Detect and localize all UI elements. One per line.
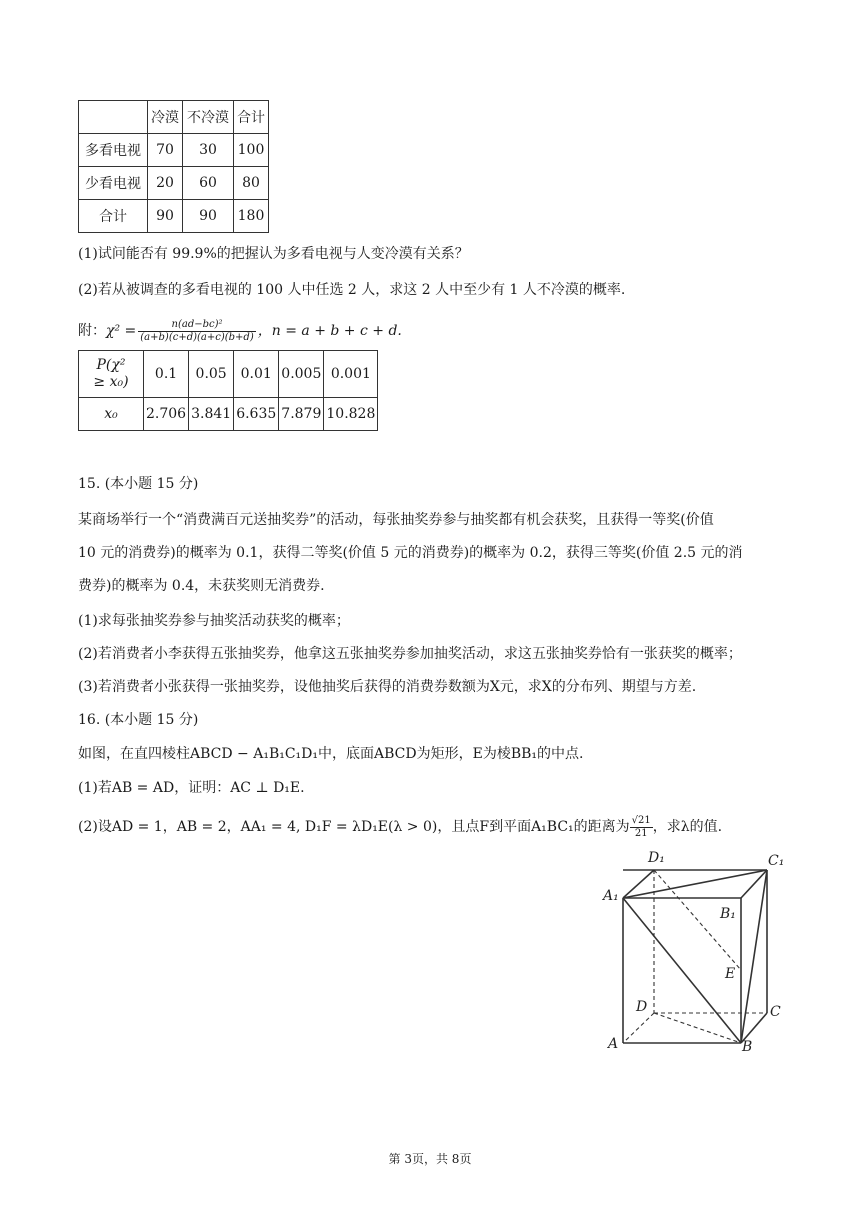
q16-part2-text: (2)设AD = 1，AB = 2，AA₁ = 4, D₁F = λD₁E(λ > 0)，且点F到平面A₁BC₁的距离为 bbox=[78, 819, 630, 835]
table-cell: 0.01 bbox=[234, 351, 279, 398]
table-header-cell: x₀ bbox=[79, 398, 144, 431]
formula-numerator: n(ad−bc)² bbox=[138, 319, 255, 332]
label-d: D bbox=[636, 999, 648, 1015]
formula-fraction bbox=[138, 319, 255, 344]
q16-part2-tail: ，求λ的值. bbox=[652, 819, 723, 835]
table-header-cell: 合计 bbox=[234, 101, 269, 134]
q15-part1: (1)求每张抽奖券参与抽奖活动获奖的概率； bbox=[78, 613, 350, 629]
label-c: C bbox=[770, 1004, 781, 1020]
prism-figure bbox=[596, 848, 796, 1058]
table-header-cell bbox=[79, 101, 148, 134]
page-footer: 第 3页，共 8页 bbox=[388, 1152, 472, 1166]
q16-part2 bbox=[78, 810, 722, 844]
q15-line3: 费券)的概率为 0.4，未获奖则无消费券. bbox=[78, 578, 325, 594]
label-b: B bbox=[742, 1039, 753, 1055]
table-cell: 10.828 bbox=[324, 398, 378, 431]
table-cell: 0.005 bbox=[279, 351, 324, 398]
edge-d1a1 bbox=[623, 870, 654, 898]
distance-fraction bbox=[630, 815, 653, 840]
table-cell: 180 bbox=[234, 200, 269, 233]
formula-tail: ，n = a + b + c + d. bbox=[257, 323, 402, 339]
label-c1: C₁ bbox=[768, 853, 785, 869]
table-cell: 60 bbox=[183, 167, 234, 200]
q16-title: 16. (本小题 15 分) bbox=[78, 712, 199, 728]
table-cell: 多看电视 bbox=[79, 134, 148, 167]
table-cell: 20 bbox=[148, 167, 183, 200]
formula-denominator: (a+b)(c+d)(a+c)(b+d) bbox=[140, 331, 254, 343]
label-b1: B₁ bbox=[720, 906, 736, 922]
q15-part2: (2)若消费者小李获得五张抽奖券，他拿这五张抽奖券参加抽奖活动，求这五张抽奖券恰有一张获奖的概率； bbox=[78, 646, 742, 662]
q16-part1: (1)若AB = AD，证明：AC ⊥ D₁E. bbox=[78, 780, 305, 796]
appendix-prefix: 附： bbox=[78, 323, 106, 339]
edge-da-hidden bbox=[623, 1013, 654, 1043]
table-cell: 0.05 bbox=[189, 351, 234, 398]
q15-line2: 10 元的消费券)的概率为 0.1，获得二等奖(价值 5 元的消费券)的概率为 0.2，获得三等奖(价值 2.5 元的消 bbox=[78, 545, 743, 561]
table-cell: 90 bbox=[183, 200, 234, 233]
chi-square-formula bbox=[78, 314, 402, 348]
table-header-cell: 冷漠 bbox=[148, 101, 183, 134]
table-cell: 30 bbox=[183, 134, 234, 167]
table-cell: 6.635 bbox=[234, 398, 279, 431]
table-cell: 0.1 bbox=[144, 351, 189, 398]
label-a1: A₁ bbox=[603, 888, 619, 904]
q15-part3: (3)若消费者小张获得一张抽奖券，设他抽奖后获得的消费券数额为X元，求X的分布列、期望与方差. bbox=[78, 679, 697, 695]
contingency-table bbox=[78, 100, 269, 233]
table-cell: 80 bbox=[234, 167, 269, 200]
distance-denominator: 21 bbox=[634, 827, 648, 839]
label-d1: D₁ bbox=[648, 850, 665, 866]
prob-label-line2: ≥ x₀) bbox=[93, 374, 129, 390]
formula-lhs: χ² = bbox=[106, 323, 137, 339]
q14-part2: (2)若从被调查的多看电视的 100 人中任选 2 人，求这 2 人中至少有 1 人不冷漠的概率. bbox=[78, 282, 626, 298]
critical-value-table bbox=[78, 350, 378, 431]
table-cell: 合计 bbox=[79, 200, 148, 233]
table-cell: 0.001 bbox=[324, 351, 378, 398]
table-cell: 少看电视 bbox=[79, 167, 148, 200]
label-a: A bbox=[608, 1036, 619, 1052]
q15-line1: 某商场举行一个“消费满百元送抽奖券”的活动，每张抽奖券参与抽奖都有机会获奖，且获得一等奖(价值 bbox=[78, 512, 714, 528]
q14-part1: (1)试问能否有 99.9%的把握认为多看电视与人变冷漠有关系？ bbox=[78, 246, 469, 262]
table-cell: 7.879 bbox=[279, 398, 324, 431]
table-header-cell: 不冷漠 bbox=[183, 101, 234, 134]
q16-line1: 如图，在直四棱柱ABCD − A₁B₁C₁D₁中，底面ABCD为矩形，E为棱BB₁的中点. bbox=[78, 746, 584, 762]
table-cell: 2.706 bbox=[144, 398, 189, 431]
table-header-cell bbox=[79, 351, 144, 398]
table-cell: 70 bbox=[148, 134, 183, 167]
table-cell: 3.841 bbox=[189, 398, 234, 431]
prob-label-line1: P(χ² bbox=[96, 357, 126, 373]
q15-title: 15. (本小题 15 分) bbox=[78, 476, 199, 492]
label-e: E bbox=[725, 966, 736, 982]
table-cell: 100 bbox=[234, 134, 269, 167]
distance-numerator: √21 bbox=[631, 814, 651, 826]
table-cell: 90 bbox=[148, 200, 183, 233]
